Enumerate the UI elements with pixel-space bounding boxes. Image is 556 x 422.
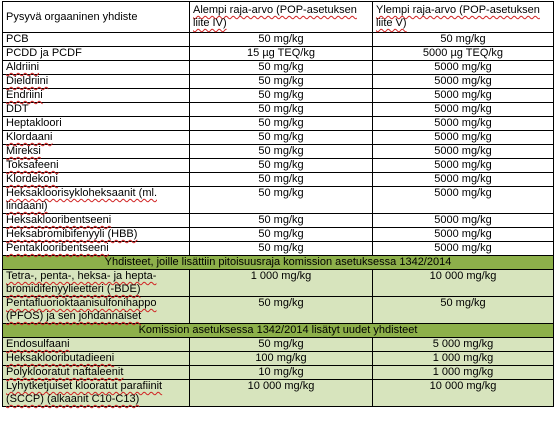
compound-name: Heksakloorisykloheksaanit (ml. lindaani) xyxy=(3,187,190,214)
table-row xyxy=(3,338,554,352)
lower-limit: 50 mg/kg xyxy=(190,242,373,256)
table-row xyxy=(3,159,554,173)
compound-name: Klordaani xyxy=(3,131,190,145)
upper-limit: 5000 µg TEQ/kg xyxy=(373,47,554,61)
table-row xyxy=(3,173,554,187)
lower-limit: 1 000 mg/kg xyxy=(190,270,373,297)
section-header-row xyxy=(3,256,554,270)
table-row xyxy=(3,214,554,228)
upper-limit: 50 mg/kg xyxy=(373,297,554,324)
compound-name: Aldriini xyxy=(3,61,190,75)
upper-limit: 1 000 mg/kg xyxy=(373,352,554,366)
table-row xyxy=(3,366,554,380)
compound-name: Heksabromibifenyyli (HBB) xyxy=(3,228,190,242)
lower-limit: 50 mg/kg xyxy=(190,338,373,352)
lower-limit: 50 mg/kg xyxy=(190,75,373,89)
upper-limit: 5 000 mg/kg xyxy=(373,338,554,352)
upper-limit: 10 000 mg/kg xyxy=(373,380,554,407)
table-row xyxy=(3,297,554,324)
lower-limit: 50 mg/kg xyxy=(190,103,373,117)
table-row xyxy=(3,187,554,214)
compound-name: DDT xyxy=(3,103,190,117)
pop-limits-table xyxy=(2,1,554,407)
table-row xyxy=(3,270,554,297)
lower-limit: 50 mg/kg xyxy=(190,145,373,159)
table-row xyxy=(3,131,554,145)
table-row xyxy=(3,380,554,407)
table-row xyxy=(3,242,554,256)
lower-limit: 50 mg/kg xyxy=(190,159,373,173)
upper-limit: 5000 mg/kg xyxy=(373,103,554,117)
upper-limit: 1 000 mg/kg xyxy=(373,366,554,380)
header-compound: Pysyvä orgaaninen yhdiste xyxy=(3,2,190,33)
lower-limit: 50 mg/kg xyxy=(190,214,373,228)
table-row xyxy=(3,352,554,366)
compound-name: Pentafluorioktaanisulfonihappo (PFOS) ja sen johdannaiset xyxy=(3,297,190,324)
compound-name: Tetra-, penta-, heksa- ja hepta-bromidifenyylieetteri (-BDE) xyxy=(3,270,190,297)
compound-name: Mireksi xyxy=(3,145,190,159)
compound-name: Pentaklooribentseeni xyxy=(3,242,190,256)
table-row xyxy=(3,33,554,47)
upper-limit: 10 000 mg/kg xyxy=(373,270,554,297)
compound-name: Endosulfaani xyxy=(3,338,190,352)
lower-limit: 50 mg/kg xyxy=(190,89,373,103)
lower-limit: 50 mg/kg xyxy=(190,187,373,214)
upper-limit: 5000 mg/kg xyxy=(373,61,554,75)
lower-limit: 10 000 mg/kg xyxy=(190,380,373,407)
upper-limit: 5000 mg/kg xyxy=(373,214,554,228)
compound-name: Endriini xyxy=(3,89,190,103)
compound-name: PCB xyxy=(3,33,190,47)
upper-limit: 5000 mg/kg xyxy=(373,159,554,173)
lower-limit: 50 mg/kg xyxy=(190,173,373,187)
compound-name: PCDD ja PCDF xyxy=(3,47,190,61)
upper-limit: 5000 mg/kg xyxy=(373,187,554,214)
table-row xyxy=(3,228,554,242)
compound-name: Lyhytketjuiset klooratut parafiinit (SCCP) (alkaanit C10-C13) xyxy=(3,380,190,407)
lower-limit: 10 mg/kg xyxy=(190,366,373,380)
lower-limit: 50 mg/kg xyxy=(190,131,373,145)
upper-limit: 5000 mg/kg xyxy=(373,145,554,159)
upper-limit: 50 mg/kg xyxy=(373,33,554,47)
header-row xyxy=(3,2,554,33)
compound-name: Klordekoni xyxy=(3,173,190,187)
upper-limit: 5000 mg/kg xyxy=(373,173,554,187)
section-title: Yhdisteet, joille lisättiin pitoisuusraja komission asetuksessa 1342/2014 xyxy=(3,256,554,270)
table-row xyxy=(3,117,554,131)
lower-limit: 15 µg TEQ/kg xyxy=(190,47,373,61)
compound-name: Toksafeeni xyxy=(3,159,190,173)
lower-limit: 50 mg/kg xyxy=(190,228,373,242)
upper-limit: 5000 mg/kg xyxy=(373,242,554,256)
table-row xyxy=(3,89,554,103)
lower-limit: 50 mg/kg xyxy=(190,117,373,131)
header-lower-limit: Alempi raja-arvo (POP-asetuksen liite IV) xyxy=(190,2,373,33)
header-upper-limit: Ylempi raja-arvo (POP-asetuksen liite V) xyxy=(373,2,554,33)
compound-name: Heptakloori xyxy=(3,117,190,131)
lower-limit: 50 mg/kg xyxy=(190,33,373,47)
compound-name: Heksaklooribentseeni xyxy=(3,214,190,228)
table-row xyxy=(3,75,554,89)
compound-name: Heksaklooributadieeni xyxy=(3,352,190,366)
upper-limit: 5000 mg/kg xyxy=(373,228,554,242)
table-row xyxy=(3,47,554,61)
table-row xyxy=(3,103,554,117)
upper-limit: 5000 mg/kg xyxy=(373,75,554,89)
table-row xyxy=(3,61,554,75)
lower-limit: 50 mg/kg xyxy=(190,297,373,324)
section-title: Komission asetuksessa 1342/2014 lisätyt uudet yhdisteet xyxy=(3,324,554,338)
lower-limit: 100 mg/kg xyxy=(190,352,373,366)
section-header-row xyxy=(3,324,554,338)
compound-name: Dieldriini xyxy=(3,75,190,89)
table-row xyxy=(3,145,554,159)
upper-limit: 5000 mg/kg xyxy=(373,89,554,103)
upper-limit: 5000 mg/kg xyxy=(373,131,554,145)
compound-name: Polyklooratut naftaleenit xyxy=(3,366,190,380)
upper-limit: 5000 mg/kg xyxy=(373,117,554,131)
lower-limit: 50 mg/kg xyxy=(190,61,373,75)
